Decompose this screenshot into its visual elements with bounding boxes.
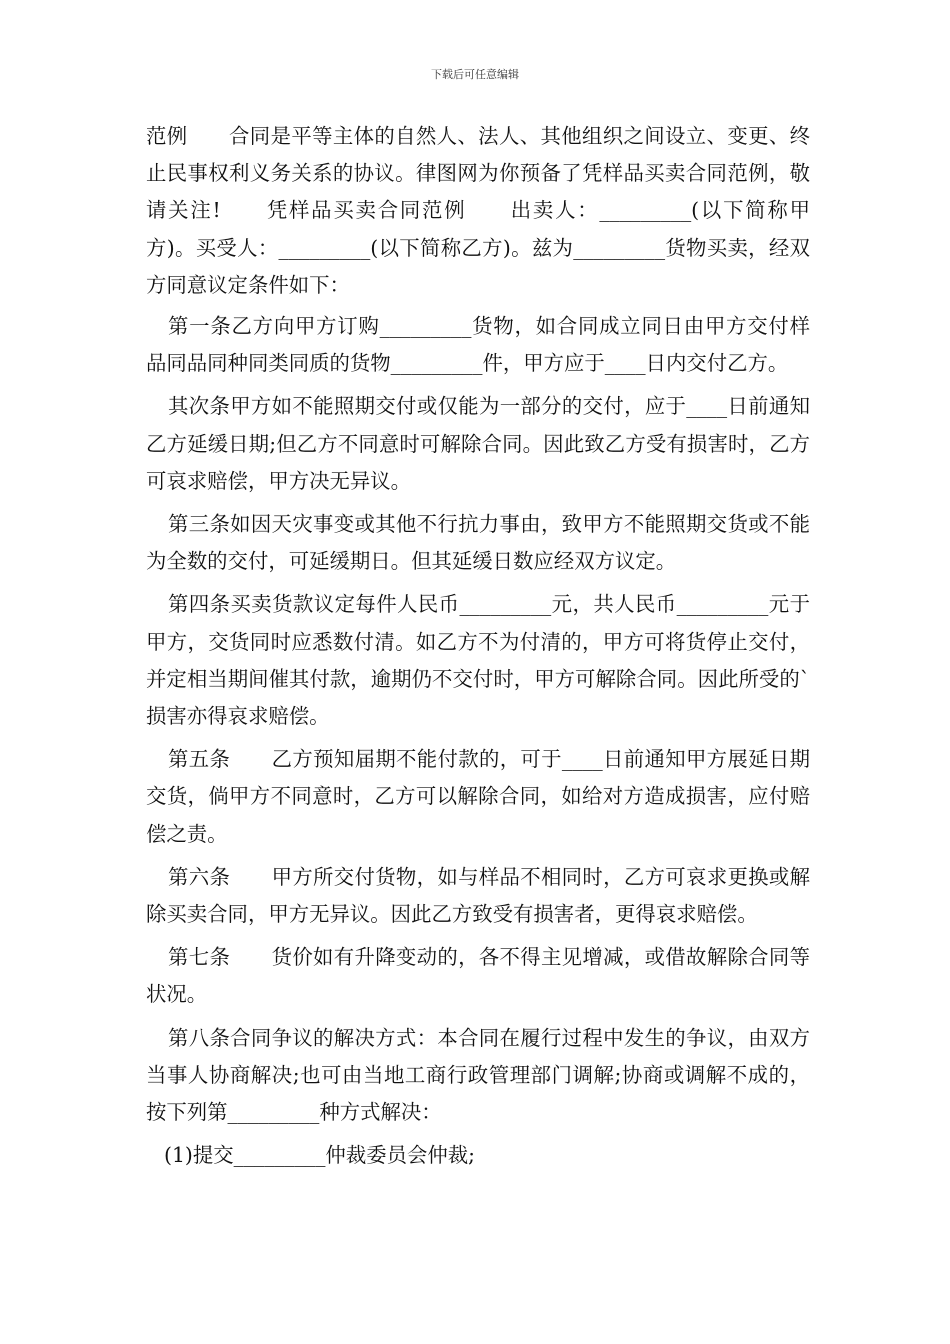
article-1: 第一条乙方向甲方订购_________货物，如合同成立同日由甲方交付样品同品同种同类同质的货物_________件，甲方应于____日内交付乙方。 [146,314,810,376]
page-header-note: 下载后可任意编辑 [431,68,519,81]
article-4: 第四条买卖货款议定每件人民币_________元，共人民币_________元于甲方，交货同时应悉数付清。如乙方不为付清的，甲方可将货停止交付，并定相当期间催其付款，逾期仍不交付时，甲方可解除合同。因此所受的`损害亦得哀求赔偿。 [146,592,810,729]
contract-body [146,118,810,1180]
article-6: 第六条 甲方所交付货物，如与样品不相同时，乙方可哀求更换或解除买卖合同，甲方无异议。因此乙方致受有损害者，更得哀求赔偿。 [146,864,810,927]
article-3: 第三条如因天灾事变或其他不行抗力事由，致甲方不能照期交货或不能为全数的交付，可延缓期日。但其延缓日数应经双方议定。 [146,512,810,574]
intro-paragraph: 范例 合同是平等主体的自然人、法人、其他组织之间设立、变更、终止民事权利义务关系的协议。律图网为你预备了凭样品买卖合同范例，敬请关注! 凭样品买卖合同范例 出卖人：_________(以下简称甲方)。买受人：_________(以下简称乙方)。兹为_________货物买卖，经双方同意议定条件如下： [146,124,810,297]
article-2: 其次条甲方如不能照期交付或仅能为一部分的交付，应于____日前通知乙方延缓日期;但乙方不同意时可解除合同。因此致乙方受有损害时，乙方可哀求赔偿，甲方决无异议。 [146,394,810,493]
option-1: (1)提交_________仲裁委员会仲裁; [164,1143,476,1168]
article-5: 第五条 乙方预知届期不能付款的，可于____日前通知甲方展延日期交货，倘甲方不同意时，乙方可以解除合同，如给对方造成损害，应付赔偿之责。 [146,747,810,846]
article-8: 第八条合同争议的解决方式：本合同在履行过程中发生的争议，由双方当事人协商解决;也可由当地工商行政管理部门调解;协商或调解不成的，按下列第_________种方式解决： [146,1025,810,1125]
article-7: 第七条 货价如有升降变动的，各不得主见增减，或借故解除合同等状况。 [146,945,810,1007]
